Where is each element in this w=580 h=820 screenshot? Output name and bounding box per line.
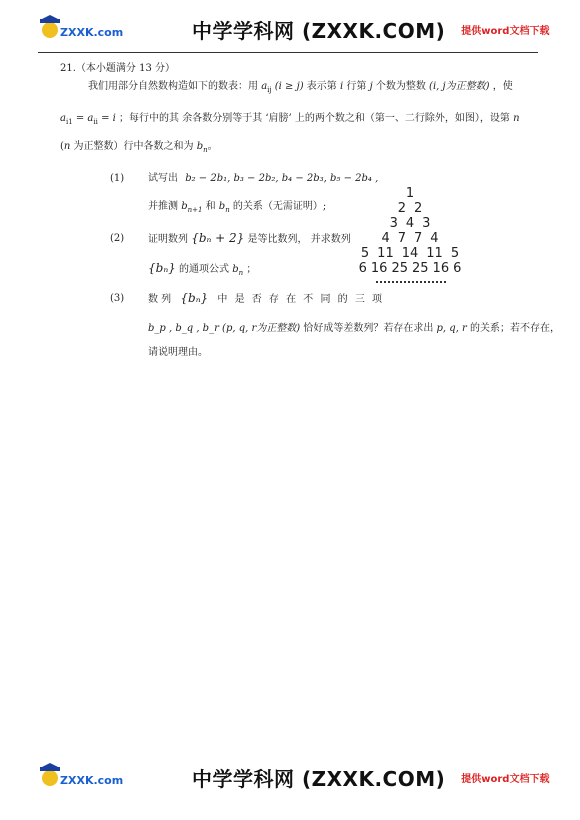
triangle-row-5 (350, 246, 470, 261)
part-1-line-1: 试写出 b₂ − 2b₁, b₃ − 2b₂, b₄ − 2b₃, b₅ − 2b₄ , (148, 173, 379, 184)
triangle-row-3 (350, 216, 470, 231)
logo-text: ZXXK.com (60, 26, 124, 39)
intro-line-3: (n 为正整数）行中各数之和为 $b_n$。 (60, 141, 218, 154)
triangle-cell: 5 (360, 246, 370, 261)
triangle-row-1 (350, 186, 470, 201)
triangle-cell: 3 (422, 216, 431, 231)
part-3-line-1: 数 列 {bₙ} 中 是 否 存 在 不 同 的 三 项 (148, 291, 384, 305)
header-bar (38, 8, 549, 50)
triangle-cell: 3 (389, 216, 398, 231)
triangle-continuation-dots (376, 281, 446, 283)
download-link[interactable]: 提供word文档下载 (461, 25, 550, 37)
footer-logo (38, 760, 188, 794)
graduate-mascot-icon (38, 762, 124, 792)
triangle-cell: 2 (414, 201, 423, 216)
triangle-cell: 6 (453, 261, 462, 276)
intro-line-2: $a_{i1} = a_{ii} = i$ ；每行中的其 余各数分别等于其 ‘肩膀’ 上的两个数之和（第一、二行除外，如图），设第 n (60, 113, 520, 126)
footer-download-link[interactable]: 提供word文档下载 (461, 773, 550, 785)
footer-bar (38, 756, 549, 798)
number-triangle (350, 186, 470, 291)
triangle-cell: 4 (381, 231, 390, 246)
triangle-cell: 5 (450, 246, 460, 261)
triangle-row-4 (350, 231, 470, 246)
site-brand: 中学学科网 (ZXXK.COM) (192, 18, 446, 43)
header-rule (38, 52, 538, 53)
part-2-line-2: {bₙ} 的通项公式 $b_n$ ； (148, 261, 257, 277)
triangle-cell: 16 (432, 261, 450, 276)
triangle-cell: 4 (430, 231, 439, 246)
graduate-mascot-icon (38, 14, 124, 44)
site-logo (38, 12, 188, 46)
part-3-label: (3) (110, 293, 125, 304)
triangle-cell: 7 (397, 231, 406, 246)
triangle-cell: 6 (358, 261, 367, 276)
triangle-cell: 14 (401, 246, 419, 261)
triangle-cell: 2 (397, 201, 406, 216)
triangle-cell: 11 (426, 246, 443, 261)
triangle-cell: 7 (414, 231, 423, 246)
footer-brand: 中学学科网 (ZXXK.COM) (192, 766, 446, 791)
part-3-line-3: 请说明理由。 (148, 347, 208, 358)
footer-logo-text: ZXXK.com (60, 774, 124, 787)
question-number: 21.（本小题满分 13 分） (60, 63, 175, 74)
triangle-cell: 25 (412, 261, 429, 276)
triangle-cell: 4 (405, 216, 415, 231)
part-3-line-2: b_p , b_q , b_r (p, q, r为正整数) 恰好成等差数列？若存在求出 p, q, r 的关系；若不存在， (148, 323, 561, 334)
triangle-cell: 16 (370, 261, 388, 276)
triangle-cell: 11 (377, 246, 394, 261)
part-2-line-1: 证明数列 {bₙ + 2} 是等比数列， 并求数列 (148, 231, 351, 245)
part-2-label: (2) (110, 233, 125, 244)
intro-line-1: 我们用部分自然数构造如下的数表：用 $a_{ij}$ (i ≥ j) 表示第 i 行第 j 个数为整数 (i, j为正整数) ，使 (88, 81, 513, 94)
triangle-cell: 25 (391, 261, 408, 276)
triangle-row-6 (350, 261, 470, 276)
triangle-row-2 (350, 201, 470, 216)
part-1-label: (1) (110, 173, 125, 184)
part-1-line-2: 并推测 $b_{n+1}$ 和 $b_n$ 的关系（无需证明）; (148, 201, 327, 214)
triangle-cell: 1 (405, 186, 415, 201)
